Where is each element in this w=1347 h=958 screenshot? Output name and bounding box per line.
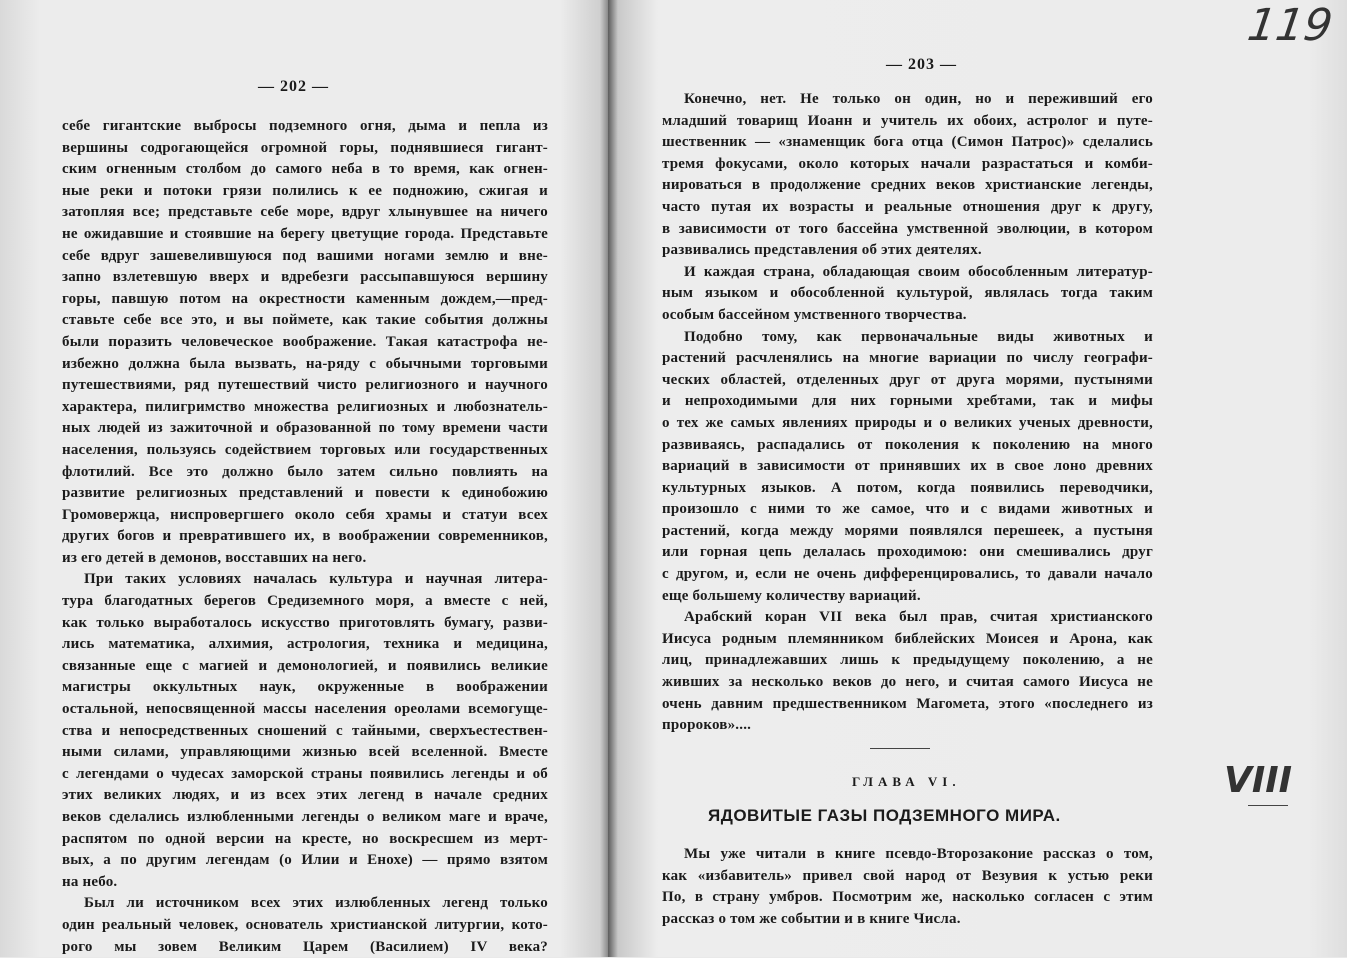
text-line: тура благодатных берегов Средиземного моря, а вместе с ней, xyxy=(62,593,548,610)
text-line: Конечно, нет. Не только он один, но и переживший его xyxy=(684,91,1153,107)
text-line: из его детей в демонов, восставших на него. xyxy=(62,549,367,566)
text-line: тремя фокусами, около которых начали разрастаться и комби- xyxy=(662,155,1153,172)
text-line: запно взлетевшую вверх и вдребезги рассыпавшуюся вершину xyxy=(62,269,548,286)
text-line: ные реки и потоки грязи полились к ее подножию, сжигая и xyxy=(62,182,548,199)
text-line: растений расчленялись на многие вариации по числу географи- xyxy=(662,350,1153,367)
left-page xyxy=(0,0,608,957)
text-line: характера, пилигримство множества религиозных и любознатель- xyxy=(62,398,548,415)
text-line: Иисуса родным племянником библейских Моисея и Арона, как xyxy=(662,630,1153,647)
text-line: растений, когда между морями появлялся перешеек, а пустыня xyxy=(662,522,1153,539)
handwritten-chapter-correction: VIII xyxy=(1224,760,1293,801)
text-line: вариаций в зависимости от принявших их в свое лоно древних xyxy=(662,458,1153,475)
handwritten-archive-number: 119 xyxy=(1244,0,1336,51)
text-line: нироваться в продолжение средних веков христианские легенды, xyxy=(662,177,1153,194)
text-line: По, в страну умбров. Посмотрим же, насколько согласен с этим xyxy=(662,889,1153,906)
text-line: развитие религиозных представлений и повести к единобожию xyxy=(62,485,548,502)
text-line: очень давним предшественником Магомета, этого «последнего из xyxy=(662,695,1153,712)
text-line: с другом, и, если не очень дифференцировались, то давали начало xyxy=(662,566,1153,583)
text-line: этих великих людях, и из всех этих легенд в начале средних xyxy=(62,787,548,804)
text-line: ства и непосредственных сношений с тайными, сверхъестествен- xyxy=(62,722,548,739)
text-line: затопляя все; представьте себе море, вдруг хлынувшее на ничего xyxy=(62,204,548,221)
text-line: о тех же самых явлениях природы и о великих ученых древности, xyxy=(662,414,1153,431)
text-line: на небо. xyxy=(62,873,118,890)
text-line: рого мы зовем Великим Царем (Василием) IV века? xyxy=(62,938,548,955)
text-line: культурных языков. А потом, когда появились переводчики, xyxy=(662,479,1153,496)
text-line: горы, павшую потом на окрестности каменным дождем,—пред- xyxy=(62,290,548,307)
text-line: При таких условиях началась культура и научная литера- xyxy=(84,571,548,588)
text-line: Подобно тому, как первоначальные виды животных и xyxy=(684,328,1153,345)
text-line: были поразить человеческое воображение. Такая катастрофа не- xyxy=(62,333,548,350)
text-line: лиц, принадлежавших лишь к предыдущему поколению, а не xyxy=(662,652,1153,669)
chapter-label: ГЛАВА VI. xyxy=(852,774,961,789)
text-line: путешествиями, ряд путешествий чисто религиозного и научного xyxy=(62,377,548,394)
text-line: вершины содрогающейся огромной горы, поднявшиеся гигант- xyxy=(62,139,548,156)
text-line: шественник — «знаменщик бога отца (Симон Патрос)» сделались xyxy=(662,134,1153,151)
text-line: один реальный человек, основатель христианской литургии, кото- xyxy=(62,916,548,933)
text-line: распятом по одной версии на кресте, но воскресшем из мерт- xyxy=(62,830,548,847)
text-line: не ожидавшие и стоявшие на берегу цветущие города. Представьте xyxy=(62,225,548,242)
section-divider xyxy=(870,748,930,749)
text-line: избежно должна была вызвать, на-ряду с обычными торговыми xyxy=(62,355,548,372)
text-line: или горная цепь делалась проходимою: они смешивались друг xyxy=(662,544,1153,561)
text-line: связанные еще с магией и демонологией, и появились великие xyxy=(62,657,548,674)
text-line: ставьте себе все это, и вы поймете, как такие события должны xyxy=(62,312,548,329)
text-line: рассказ о том же событии и в книге Числа. xyxy=(662,910,961,927)
text-line: и непроходимыми для них горными хребтами, так и мифы xyxy=(662,393,1153,410)
text-line: Громовержца, ниспровергшего около себя храмы и статуи всех xyxy=(62,506,548,523)
handwritten-underline xyxy=(1248,805,1288,806)
text-line: вых, а по другим легендам (о Илии и Енохе) — прямо взятом xyxy=(62,852,548,869)
right-page xyxy=(608,0,1347,957)
text-line: как «избавитель» привел свой народ от Везувия к устью реки xyxy=(662,867,1153,884)
text-line: ными силами, управляющими жизнью всей вселенной. Вместе xyxy=(62,744,548,761)
text-line: И каждая страна, обладающая своим обособленным литератур- xyxy=(684,263,1153,280)
text-line: веков сделались излюбленными легенды о великом маге и враче, xyxy=(62,809,548,825)
text-line: произошло с ними то же самое, что и с видами животных и xyxy=(662,501,1153,518)
text-line: пророков».... xyxy=(662,717,752,734)
text-line: остальной, непосвященной массы населения ореолами всемогуще- xyxy=(62,701,548,718)
text-line: часто путая их возрасты и реальные отношения друг к другу, xyxy=(662,198,1153,215)
text-line: Мы уже читали в книге псевдо-Второзаконие рассказ о том, xyxy=(684,846,1153,862)
text-line: населения, пользуясь содействием торговых или государственных xyxy=(62,441,548,458)
text-line: ским огненным столбом до самого неба в то время, как огнен- xyxy=(62,161,548,178)
page-number: — 202 — xyxy=(258,78,329,95)
text-line: ческих областей, отделенных друг от друга морями, пустынями xyxy=(662,371,1153,388)
text-line: еще большему количеству вариаций. xyxy=(662,587,921,604)
text-line: магистры оккультных наук, окруженные в воображении xyxy=(62,679,548,696)
text-line: развивались представления об этих деятелях. xyxy=(662,242,982,259)
text-line: в зависимости от того бассейна умственной эволюции, в котором xyxy=(662,220,1153,237)
text-line: младший товарищ Иоанн и учитель их обоих, астролог и путе- xyxy=(662,112,1153,129)
text-line: лись математика, алхимия, астрология, техника и медицина, xyxy=(62,636,548,653)
text-line: особым бассейном умственного творчества. xyxy=(662,306,967,323)
left-page-text xyxy=(62,116,548,958)
right-page-text xyxy=(662,89,1153,737)
text-line: Был ли источником всех этих излюбленных легенд только xyxy=(84,895,548,912)
page-number: — 203 — xyxy=(886,56,957,73)
text-line: ных людей из зажиточной и образованной по тому времени части xyxy=(62,420,548,437)
text-line: живших за несколько веков до него, и считая самого Иисуса не xyxy=(662,674,1153,691)
text-line: Арабский коран VII века был прав, считая христианского xyxy=(684,609,1153,626)
chapter-text xyxy=(662,844,1153,930)
text-line: с легендами о чудесах заморской страны появились легенды и об xyxy=(62,765,548,782)
text-line: себе гигантские выбросы подземного огня, дыма и пепла из xyxy=(62,118,548,134)
text-line: развиваясь, распадались от поколения к поколению на много xyxy=(662,436,1153,453)
text-line: ным языком и обособленной культурой, являлась тогда таким xyxy=(662,285,1153,302)
text-line: как только выработалось искусство приготовлять бумагу, разви- xyxy=(62,614,548,631)
text-line: других богов и превратившего их, в воображении современников, xyxy=(62,528,548,545)
chapter-title: ЯДОВИТЫЕ ГАЗЫ ПОДЗЕМНОГО МИРА. xyxy=(708,806,1061,825)
text-line: флотилий. Все это должно было затем сильно повлиять на xyxy=(62,463,548,480)
text-line: себе вдруг зашевелившуюся под вашими ногами землю и вне- xyxy=(62,247,548,264)
